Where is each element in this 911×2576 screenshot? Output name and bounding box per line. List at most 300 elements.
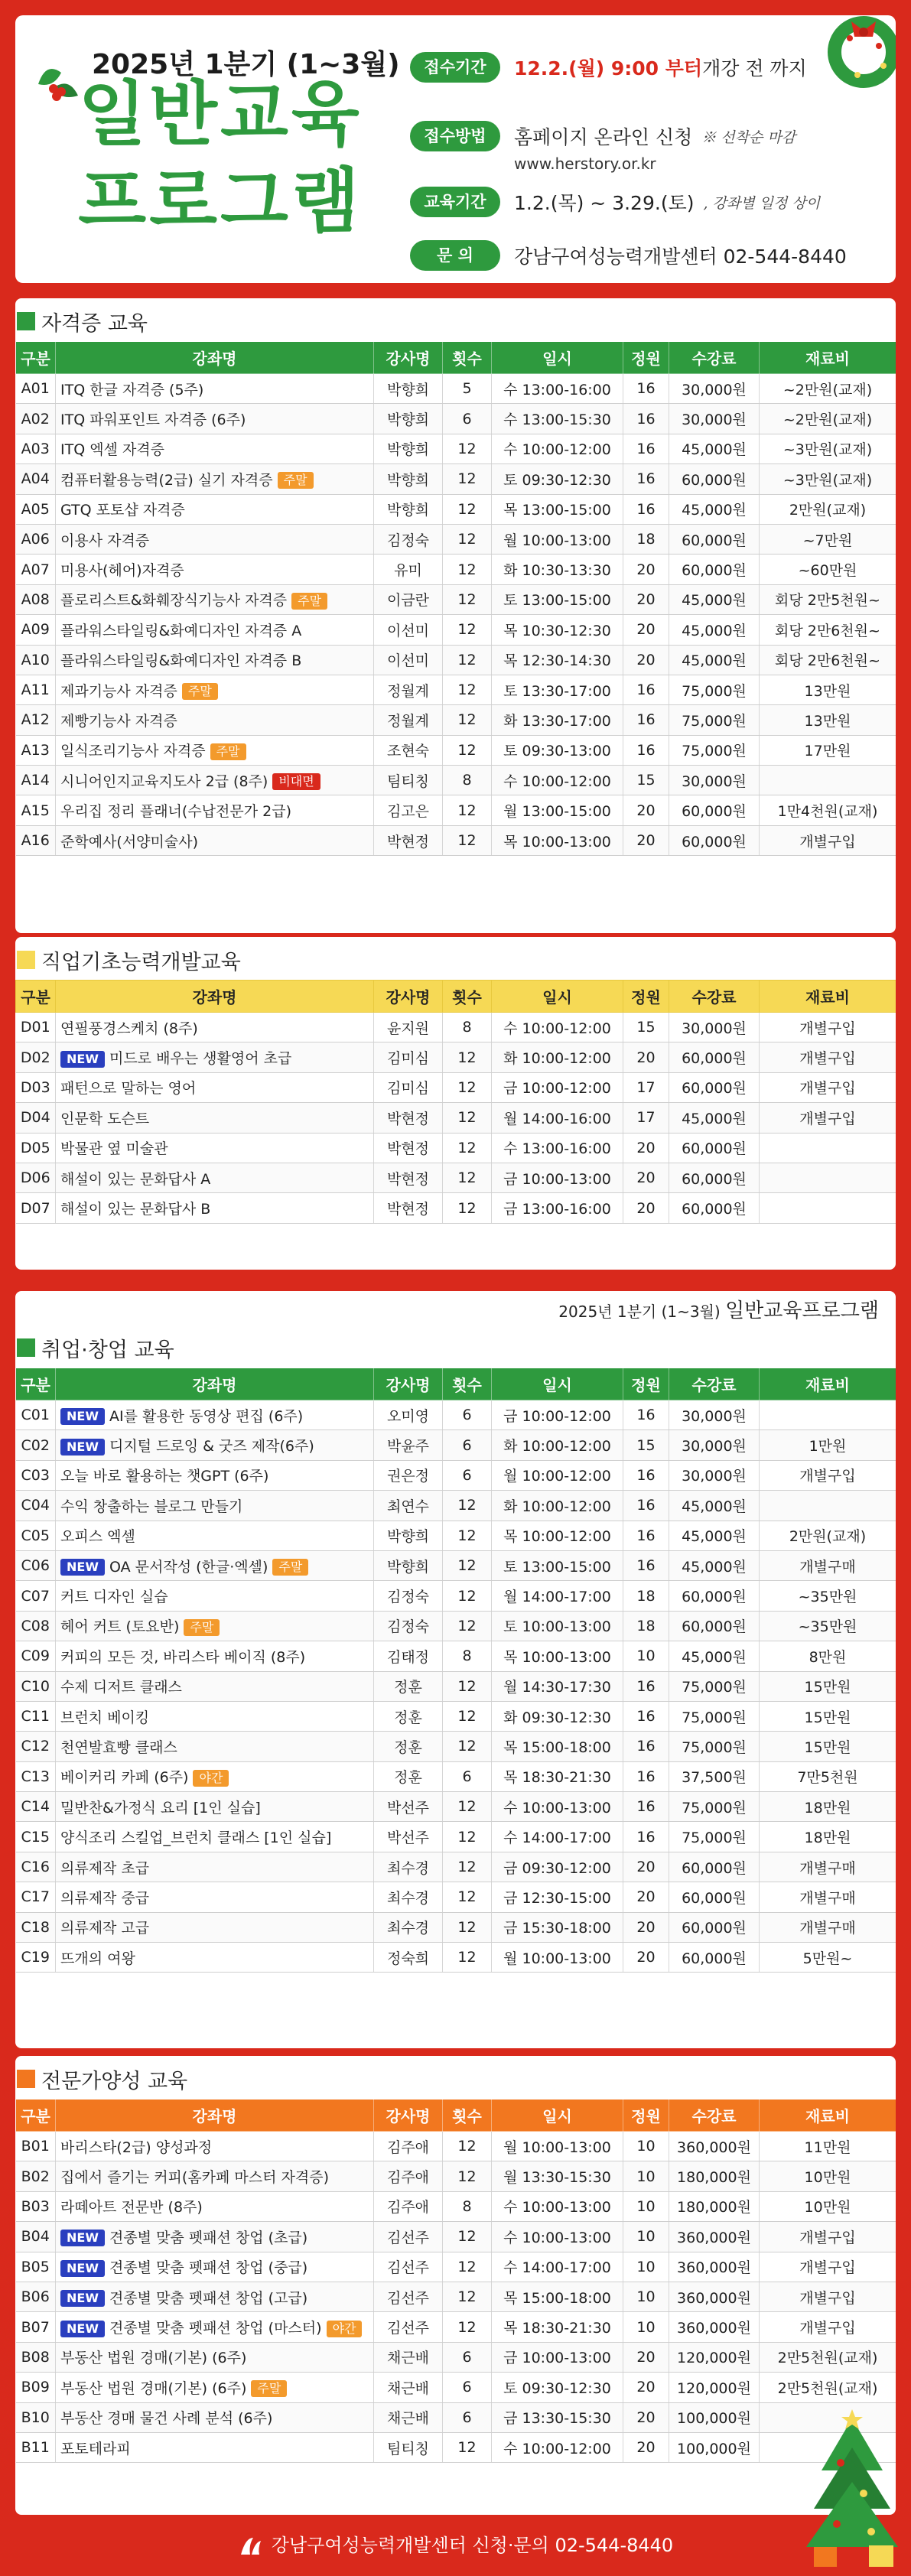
info-label: 접수방법 [410,121,500,151]
col-header: 강좌명 [56,2100,374,2132]
table-row [16,1072,896,1102]
course-table [15,341,896,856]
cell-time: 토 13:00-15:00 [492,584,623,614]
cell-id: C06 [16,1550,56,1580]
cell-fee: 60,000원 [669,1882,760,1912]
cell-cap: 20 [623,645,669,675]
cell-teacher: 김미심 [374,1042,443,1072]
cell-mat: 개별구입 [760,825,896,855]
cell-mat: 개별구입 [760,1013,896,1042]
course-name-text: 뜨개의 여왕 [60,1950,135,1967]
cell-course-name [56,675,374,704]
cell-mat: 10만원 [760,2161,896,2191]
cell-id: D05 [16,1133,56,1163]
cell-cap: 16 [623,374,669,404]
cell-teacher: 정훈 [374,1732,443,1761]
table-row [16,825,896,855]
cell-cap: 16 [623,494,669,524]
course-name-text: 견종별 맞춤 펫패션 창업 (마스터) [109,2320,322,2337]
table-row [16,1822,896,1852]
cell-cap: 16 [623,1732,669,1761]
col-header: 강좌명 [56,342,374,374]
table-row [16,1671,896,1701]
cell-id: A08 [16,584,56,614]
cell-cap: 16 [623,675,669,704]
cell-teacher: 박현정 [374,1193,443,1223]
cell-count: 12 [443,1943,492,1973]
cell-teacher: 조현숙 [374,735,443,765]
cell-count: 12 [443,1193,492,1223]
cell-mat: 개별구입 [760,2312,896,2342]
table-header-row [16,1368,896,1400]
cell-course-name [56,1400,374,1430]
table-row [16,1792,896,1822]
cell-time: 월 14:00-16:00 [492,1103,623,1133]
cell-id: A02 [16,404,56,434]
course-tag-badge: 주말 [272,1559,308,1576]
cell-id: B10 [16,2402,56,2432]
info-row-contact [410,239,847,272]
cell-mat: 2만원(교재) [760,1521,896,1550]
table-row [16,1521,896,1550]
cell-mat: ~3만원(교재) [760,434,896,463]
cell-id: D03 [16,1072,56,1102]
cell-count: 6 [443,2373,492,2402]
course-tag-badge: 야간 [327,2321,363,2337]
cell-mat: 개별구입 [760,2282,896,2311]
cell-count: 12 [443,1822,492,1852]
cell-count: 12 [443,825,492,855]
cell-cap: 10 [623,2282,669,2311]
cell-mat [760,1193,896,1223]
course-tag-badge: 주말 [291,593,327,610]
cell-fee: 360,000원 [669,2132,760,2161]
cell-course-name [56,2373,374,2402]
cell-count: 5 [443,374,492,404]
cell-cap: 16 [623,1792,669,1822]
cell-course-name [56,1912,374,1942]
table-row [16,615,896,645]
cell-teacher: 최수경 [374,1912,443,1942]
cell-id: A04 [16,464,56,494]
cell-course-name [56,1460,374,1490]
course-name-text: 시니어인지교육지도사 2급 (8주) [60,772,268,790]
cell-count: 12 [443,2222,492,2252]
cell-mat: 15만원 [760,1701,896,1731]
table-row [16,584,896,614]
cell-time: 월 10:00-13:00 [492,1943,623,1973]
cell-fee: 60,000원 [669,825,760,855]
cell-id: A10 [16,645,56,675]
cell-count: 6 [443,2342,492,2372]
cell-course-name [56,555,374,584]
cell-fee: 30,000원 [669,1013,760,1042]
cell-teacher: 박향희 [374,374,443,404]
cell-course-name [56,524,374,554]
col-header: 강사명 [374,981,443,1013]
cell-count: 8 [443,1641,492,1671]
cell-count: 12 [443,1852,492,1882]
cell-mat: 7만5천원 [760,1761,896,1791]
course-name-text: 의류제작 중급 [60,1889,150,1907]
cell-teacher: 김정숙 [374,524,443,554]
cell-teacher: 팀티칭 [374,766,443,795]
table-row [16,1611,896,1641]
course-name-text: 라떼아트 전문반 (8주) [60,2199,203,2217]
course-name-text: 집에서 즐기는 커피(홈카페 마스터 자격증) [60,2169,330,2187]
cell-cap: 10 [623,2222,669,2252]
course-name-text: ITQ 파워포인트 자격증 (6주) [60,411,246,429]
col-header: 횟수 [443,981,492,1013]
cell-count: 12 [443,524,492,554]
cell-count: 12 [443,1042,492,1072]
course-name-text: 플라워스타일링&화예디자인 자격증 A [60,622,302,639]
cell-cap: 18 [623,1581,669,1611]
cell-fee: 45,000원 [669,494,760,524]
cell-id: C12 [16,1732,56,1761]
cell-course-name [56,705,374,735]
cell-id: C07 [16,1581,56,1611]
cell-id: D01 [16,1013,56,1042]
section-title-text: 자격증 교육 [41,311,148,336]
table-header-row [16,342,896,374]
col-header: 수강료 [669,1368,760,1400]
section-title-certificate [17,301,148,341]
cell-course-name [56,434,374,463]
table-row [16,1193,896,1223]
cell-mat: 개별구입 [760,2252,896,2282]
cell-cap: 10 [623,2312,669,2342]
cell-fee: 30,000원 [669,404,760,434]
info-value-highlight: 12.2.(월) 9:00 부터 [514,57,703,80]
course-name-text: 수제 디저트 클래스 [60,1679,182,1696]
cell-course-name [56,1430,374,1460]
new-badge: NEW [60,2321,105,2337]
cell-time: 수 10:00-13:00 [492,2222,623,2252]
cell-mat: 2만5천원(교재) [760,2342,896,2372]
cell-cap: 16 [623,1761,669,1791]
course-tag-badge: 주말 [278,472,314,489]
cell-course-name [56,735,374,765]
table-row [16,1430,896,1460]
cell-course-name [56,2222,374,2252]
table-row [16,1400,896,1430]
cell-id: C10 [16,1671,56,1701]
cell-count: 6 [443,1400,492,1430]
cell-id: B01 [16,2132,56,2161]
cell-count: 12 [443,2282,492,2311]
cell-course-name [56,1550,374,1580]
course-name-text: 이용사 자격증 [60,532,150,549]
cell-mat: 13만원 [760,705,896,735]
cell-id: A16 [16,825,56,855]
cell-teacher: 윤지원 [374,1013,443,1042]
cell-cap: 20 [623,825,669,855]
cell-count: 12 [443,1701,492,1731]
cell-id: C13 [16,1761,56,1791]
cell-id: C04 [16,1491,56,1521]
table-row [16,434,896,463]
cell-time: 목 10:00-13:00 [492,1641,623,1671]
cell-time: 월 10:00-13:00 [492,524,623,554]
cell-id: D02 [16,1042,56,1072]
homepage-link[interactable]: www.herstory.or.kr [514,154,656,173]
cell-mat: 18만원 [760,1792,896,1822]
cell-fee: 60,000원 [669,1943,760,1973]
cell-teacher: 김정숙 [374,1611,443,1641]
cell-teacher: 정훈 [374,1671,443,1701]
cell-count: 12 [443,1133,492,1163]
cell-fee: 45,000원 [669,1491,760,1521]
cell-count: 12 [443,555,492,584]
cell-id: C18 [16,1912,56,1942]
cell-id: C01 [16,1400,56,1430]
course-name-text: 견종별 맞춤 펫패션 창업 (중급) [109,2259,308,2277]
cell-fee: 37,500원 [669,1761,760,1791]
cell-cap: 20 [623,1193,669,1223]
table-body [16,1400,896,1973]
course-name-text: 제과기능사 자격증 [60,682,177,700]
cell-course-name [56,1882,374,1912]
new-badge: NEW [60,1051,105,1068]
cell-cap: 16 [623,434,669,463]
course-tag-badge: 주말 [184,1619,220,1636]
cell-count: 12 [443,675,492,704]
table-row [16,735,896,765]
cell-fee: 45,000원 [669,1550,760,1580]
cell-id: A07 [16,555,56,584]
cell-count: 12 [443,464,492,494]
cell-teacher: 김주애 [374,2132,443,2161]
cell-mat: 개별구입 [760,1103,896,1133]
course-name-text: 부동산 법원 경매(기본) (6주) [60,2379,247,2397]
table-row [16,1550,896,1580]
cell-count: 12 [443,1671,492,1701]
cell-id: C16 [16,1852,56,1882]
quarter-label: 2025년 1분기 (1~3월) [92,49,400,80]
cell-id: C11 [16,1701,56,1731]
cell-teacher: 채근배 [374,2373,443,2402]
table-body [16,374,896,856]
cell-time: 수 10:00-12:00 [492,434,623,463]
cell-mat: 개별구입 [760,1072,896,1102]
cell-fee: 30,000원 [669,1430,760,1460]
cell-teacher: 권은정 [374,1460,443,1490]
cell-cap: 16 [623,1550,669,1580]
col-header: 횟수 [443,342,492,374]
cell-mat: 개별구매 [760,1882,896,1912]
cell-id: D06 [16,1163,56,1192]
sub-brand [558,1291,879,1331]
cell-cap: 20 [623,2402,669,2432]
cell-id: A09 [16,615,56,645]
cell-count: 12 [443,1792,492,1822]
cell-time: 목 10:00-12:00 [492,1521,623,1550]
cell-count: 12 [443,1550,492,1580]
cell-count: 12 [443,1103,492,1133]
cell-mat: ~2만원(교재) [760,374,896,404]
course-name-text: 우리집 정리 플래너(수납전문가 2급) [60,803,291,821]
cell-count: 12 [443,1072,492,1102]
cell-teacher: 박향희 [374,1521,443,1550]
course-name-text: ITQ 한글 자격증 (5주) [60,381,204,398]
cell-id: D07 [16,1193,56,1223]
cell-teacher: 최수경 [374,1852,443,1882]
cell-cap: 16 [623,1822,669,1852]
cell-id: B07 [16,2312,56,2342]
info-note: ※ 선착순 마감 [701,128,796,146]
cell-mat: ~60만원 [760,555,896,584]
cell-time: 월 14:00-17:00 [492,1581,623,1611]
cell-count: 6 [443,1460,492,1490]
course-name-text: 연필풍경스케치 (8주) [60,1020,198,1037]
course-name-text: 헤어 커트 (토요반) [60,1618,180,1636]
cell-course-name [56,645,374,675]
cell-fee: 45,000원 [669,584,760,614]
section-title-text: 전문가양성 교육 [41,2069,188,2093]
cell-mat: 5만원~ [760,1943,896,1973]
cell-mat: 2만5천원(교재) [760,2373,896,2402]
cell-teacher: 정월계 [374,675,443,704]
cell-id: C19 [16,1943,56,1973]
course-tag-badge: 주말 [182,683,218,700]
cell-fee: 60,000원 [669,1912,760,1942]
course-tag-badge: 야간 [193,1770,229,1787]
table-row [16,2373,896,2402]
cell-teacher: 김선주 [374,2312,443,2342]
table-row [16,705,896,735]
table-row [16,1943,896,1973]
info-row-method [410,119,795,153]
cell-fee: 60,000원 [669,1072,760,1102]
table-body [16,1013,896,1224]
cell-cap: 16 [623,1460,669,1490]
section-title-text: 취업·창업 교육 [41,1338,174,1362]
cell-time: 수 13:00-16:00 [492,1133,623,1163]
cell-fee: 60,000원 [669,1611,760,1641]
cell-course-name [56,1013,374,1042]
cell-course-name [56,825,374,855]
wreath-icon [804,15,896,99]
cell-teacher: 채근배 [374,2342,443,2372]
table-row [16,494,896,524]
cell-mat [760,1400,896,1430]
cell-fee: 45,000원 [669,434,760,463]
table-row [16,1163,896,1192]
cell-teacher: 팀티칭 [374,2432,443,2462]
cell-count: 6 [443,404,492,434]
col-header: 수강료 [669,981,760,1013]
sub-brand-title: 일반교육프로그램 [725,1299,879,1322]
cell-time: 수 10:00-12:00 [492,766,623,795]
cell-time: 화 10:30-13:30 [492,555,623,584]
cell-course-name [56,1732,374,1761]
cell-mat: 회당 2만6천원~ [760,645,896,675]
cell-time: 금 10:00-13:00 [492,1163,623,1192]
cell-fee: 30,000원 [669,766,760,795]
table-row [16,766,896,795]
cell-teacher: 박향희 [374,404,443,434]
cell-mat: 개별구매 [760,1912,896,1942]
cell-mat: 15만원 [760,1732,896,1761]
cell-course-name [56,795,374,825]
course-name-text: 플라워스타일링&화예디자인 자격증 B [60,652,302,670]
course-name-text: 바리스타(2급) 양성과정 [60,2139,213,2156]
cell-mat: 13만원 [760,675,896,704]
new-badge: NEW [60,2230,105,2246]
cell-time: 화 10:00-12:00 [492,1042,623,1072]
cell-course-name [56,2342,374,2372]
cell-teacher: 이선미 [374,645,443,675]
title-line-1: 일반교육 [78,73,363,155]
cell-cap: 20 [623,1943,669,1973]
cell-course-name [56,766,374,795]
cell-time: 화 13:30-17:00 [492,705,623,735]
cell-cap: 16 [623,1701,669,1731]
cell-id: C03 [16,1460,56,1490]
cell-count: 12 [443,1163,492,1192]
cell-course-name [56,1521,374,1550]
cell-teacher: 김태정 [374,1641,443,1671]
course-table [15,2099,896,2463]
course-name-text: 미드로 배우는 생활영어 초급 [109,1050,292,1068]
table-row [16,2222,896,2252]
cell-time: 화 09:30-12:30 [492,1701,623,1731]
cell-id: B08 [16,2342,56,2372]
table-row [16,1852,896,1882]
col-header: 수강료 [669,342,760,374]
table-row [16,675,896,704]
cell-mat: 개별구입 [760,1042,896,1072]
cell-time: 수 10:00-12:00 [492,2432,623,2462]
cell-id: B02 [16,2161,56,2191]
course-table [15,980,896,1224]
cell-time: 토 10:00-13:00 [492,1611,623,1641]
cell-time: 목 18:30-21:30 [492,1761,623,1791]
cell-count: 12 [443,1491,492,1521]
section-expert [15,2056,896,2515]
cell-count: 8 [443,766,492,795]
org-logo-icon [238,2535,264,2558]
table-row [16,1460,896,1490]
cell-course-name [56,1671,374,1701]
cell-fee: 120,000원 [669,2373,760,2402]
cell-id: C17 [16,1882,56,1912]
cell-course-name [56,464,374,494]
cell-fee: 60,000원 [669,1042,760,1072]
cell-fee: 180,000원 [669,2161,760,2191]
table-row [16,524,896,554]
cell-mat: 회당 2만5천원~ [760,584,896,614]
cell-count: 6 [443,2402,492,2432]
info-value: 강남구여성능력개발센터 02-544-8440 [514,246,847,268]
cell-count: 12 [443,795,492,825]
cell-mat: 11만원 [760,2132,896,2161]
course-name-text: 의류제작 초급 [60,1859,150,1877]
cell-teacher: 김정숙 [374,1581,443,1611]
table-row [16,1701,896,1731]
cell-course-name [56,615,374,645]
cell-mat: ~35만원 [760,1611,896,1641]
cell-teacher: 박선주 [374,1822,443,1852]
info-value: 1.2.(목) ~ 3.29.(토) [514,192,695,214]
cell-fee: 60,000원 [669,1852,760,1882]
cell-time: 화 10:00-12:00 [492,1491,623,1521]
cell-id: C14 [16,1792,56,1822]
course-name-text: 디지털 드로잉 & 굿즈 제작(6주) [109,1438,314,1456]
cell-course-name [56,1581,374,1611]
cell-id: A12 [16,705,56,735]
